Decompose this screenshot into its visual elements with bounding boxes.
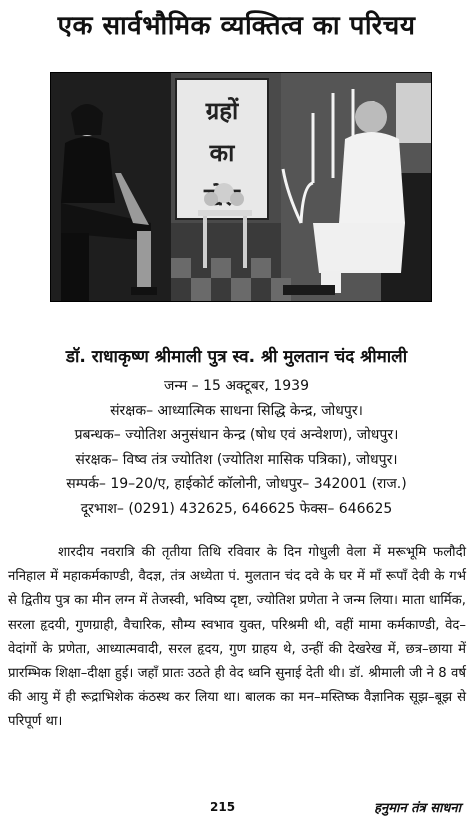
patron-line: संरक्षक– आध्यात्मिक साधना सिद्धि केन्द्र, जोधपुर। xyxy=(110,402,363,419)
page-title: एक सार्वभौमिक व्यक्तित्व का परिचय xyxy=(57,11,416,41)
biography-paragraph: शारदीय नवरात्रि की तृतीया तिथि रविवार के दिन गोधुली वेला में मरूभूमि फलौदी ननिहाल में महाकर्मकाण्डी, वैदज्ञ, तंत्र अध्येता पं. मुलतान चंद दवे के घर में माँ रूपाँ देवी के गर्भ से द्वितीय पुत्र का मीन लग्न में तेजस्वी, भविष्य दृष्टा, ज्योतिश प्रणेता ने जन्म लिया। माता धार्मिक, सरला हृदयी, गुणग्राही, वैचारिक, सौम्य स्वभाव युक्त, परिश्रमी थी, वहीं मामा कर्मकाण्डी, वेद–वेदांगों के प्रणेता, आध्यात्मवादी, सरल हृदय, गुण ग्राहय थे, उन्हीं की देखरेख में, छत्र–छाया में प्रारम्भिक शिक्षा–दीक्षा हुई। जहाँ प्रातः उठते ही वेद ध्वनि सुनाई देती थी। डॉ. श्रीमाली जी ने 8 वर्ष की आयु में ही रूद्राभिशेक कंठस्थ कर लिया था। बालक का मन–मस्तिष्क वैज्ञानिक सूझ–बूझ से परिपूर्ण था। xyxy=(8,545,466,730)
patron-magazine-line: संरक्षक– विष्व तंत्र ज्योतिश (ज्योतिश मासिक पत्रिका), जोधपुर। xyxy=(75,451,398,468)
address-line: सम्पर्क– 19–20/ए, हाईकोर्ट कॉलोनी, जोधपुर– 342001 (राज.) xyxy=(66,476,407,492)
manager-line: प्रबन्धक– ज्योतिश अनुसंधान केन्द्र (षोध एवं अन्वेशण), जोधपुर। xyxy=(74,427,399,443)
birth-line: जन्म – 15 अक्टूबर, 1939 xyxy=(163,378,309,394)
page-number: 215 xyxy=(210,800,236,814)
running-title: हनुमान तंत्र साधना xyxy=(374,801,461,816)
author-byline: डॉ. राधाकृष्ण श्रीमाली पुत्र स्व. श्री मुलतान चंद श्रीमाली xyxy=(65,347,408,367)
biography-text xyxy=(8,541,466,735)
biodata-block xyxy=(0,374,473,521)
sign-line-1: ग्रहों xyxy=(205,97,239,125)
phone-line: दूरभाश– (0291) 432625, 646625 फेक्स– 646625 xyxy=(80,500,393,517)
tv-interview-photo xyxy=(50,72,432,302)
sign-line-2: का xyxy=(209,139,235,167)
